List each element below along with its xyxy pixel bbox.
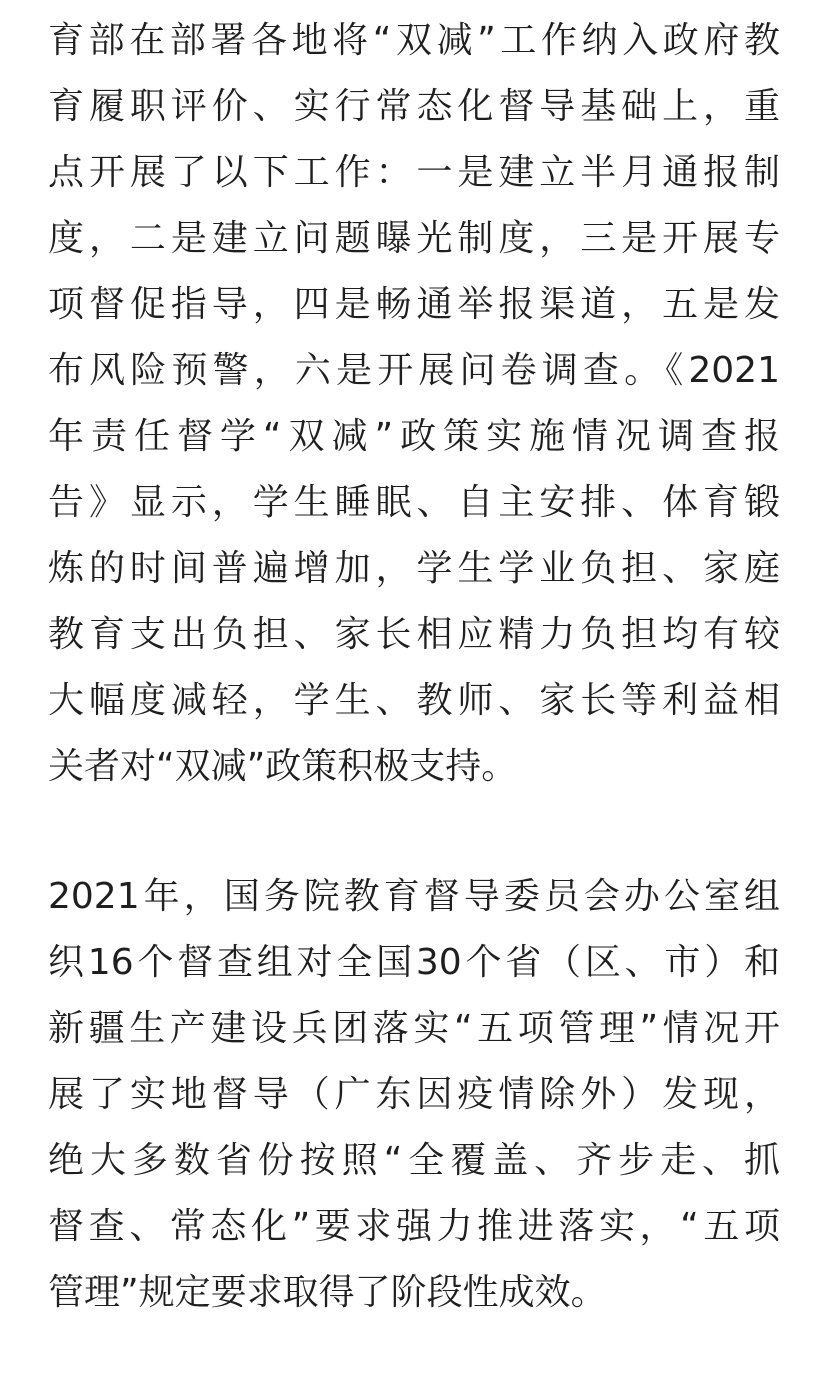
paragraph-line: 教育支出负担、家长相应精力负担均有较 xyxy=(48,614,780,655)
paragraph-line: 年责任督学“双减”政策实施情况调查报 xyxy=(48,416,780,457)
paragraph-line: 大幅度减轻，学生、教师、家长等利益相 xyxy=(48,680,780,721)
paragraph-line: 督查、常态化”要求强力推进落实，“五项 xyxy=(48,1206,780,1247)
paragraph-line: 点开展了以下工作：一是建立半月通报制 xyxy=(48,152,780,193)
paragraph-line: 育履职评价、实行常态化督导基础上，重 xyxy=(48,86,780,127)
paragraph-line: 告》显示，学生睡眠、自主安排、体育锻 xyxy=(48,482,780,523)
paragraph-line: 新疆生产建设兵团落实“五项管理”情况开 xyxy=(48,1008,780,1049)
paragraph-line: 关者对“双减”政策积极支持。 xyxy=(48,746,518,787)
paragraph-line: 展了实地督导（广东因疫情除外）发现， xyxy=(48,1074,780,1115)
paragraph-line: 织16个督查组对全国30个省（区、市）和 xyxy=(48,942,780,983)
paragraph-line: 项督促指导，四是畅通举报渠道，五是发 xyxy=(48,284,780,325)
paragraph-line: 绝大多数省份按照“全覆盖、齐步走、抓 xyxy=(48,1140,780,1181)
paragraph-line: 布风险预警，六是开展问卷调查。《2021 xyxy=(48,350,780,391)
paragraph-line: 管理”规定要求取得了阶段性成效。 xyxy=(48,1272,607,1313)
paragraph-line: 2021年，国务院教育督导委员会办公室组 xyxy=(48,876,780,917)
paragraph-line: 度，二是建立问题曝光制度，三是开展专 xyxy=(48,218,780,259)
paragraph-line: 育部在部署各地将“双减”工作纳入政府教 xyxy=(48,20,780,61)
paragraph-line: 炼的时间普遍增加，学生学业负担、家庭 xyxy=(48,548,780,589)
